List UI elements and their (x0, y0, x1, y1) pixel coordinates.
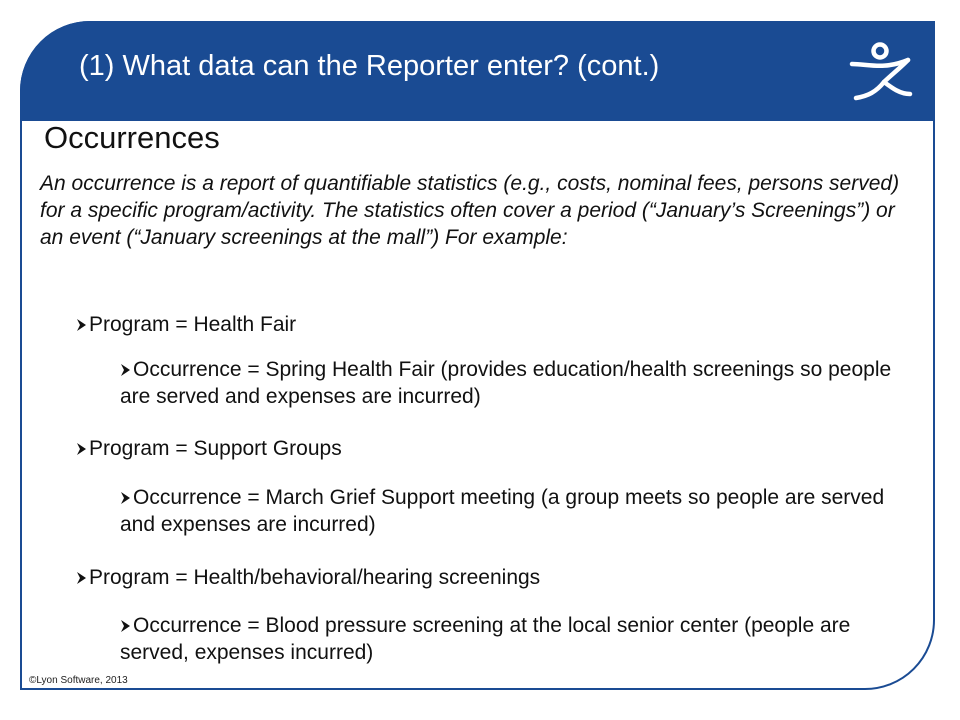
list-item (76, 435, 896, 462)
arrow-bullet-icon (76, 318, 87, 332)
arrow-bullet-icon (120, 363, 131, 377)
stick-figure-logo-icon (846, 42, 916, 102)
list-item (120, 612, 900, 666)
list-item (76, 564, 896, 591)
list-item-text: Program = Support Groups (89, 437, 342, 460)
arrow-bullet-icon (76, 442, 87, 456)
section-title: Occurrences (44, 120, 220, 155)
list-item-text: Occurrence = March Grief Support meeting (a group meets so people are served and expenses are incurred) (120, 486, 885, 536)
arrow-bullet-icon (120, 491, 131, 505)
arrow-bullet-icon (120, 619, 131, 633)
list-item-text: Program = Health Fair (89, 313, 297, 336)
list-item (120, 484, 900, 538)
list-item-text: Occurrence = Blood pressure screening at the local senior center (people are served, expenses incurred) (120, 614, 851, 664)
header-title: (1) What data can the Reporter enter? (cont.) (79, 50, 660, 82)
list-item (120, 356, 900, 410)
list-item (76, 311, 896, 338)
list-item-text: Occurrence = Spring Health Fair (provides education/health screenings so people are served and expenses are incurred) (120, 358, 892, 408)
intro-paragraph: An occurrence is a report of quantifiable statistics (e.g., costs, nominal fees, persons served) for a specific program/activity. The statistics often cover a period (“January’s Screenings”) or an event (“January screenings at the mall”) For example: (40, 172, 900, 249)
list-item-text: Program = Health/behavioral/hearing screenings (89, 566, 541, 589)
arrow-bullet-icon (76, 571, 87, 585)
copyright-text: ©Lyon Software, 2013 (29, 675, 128, 686)
